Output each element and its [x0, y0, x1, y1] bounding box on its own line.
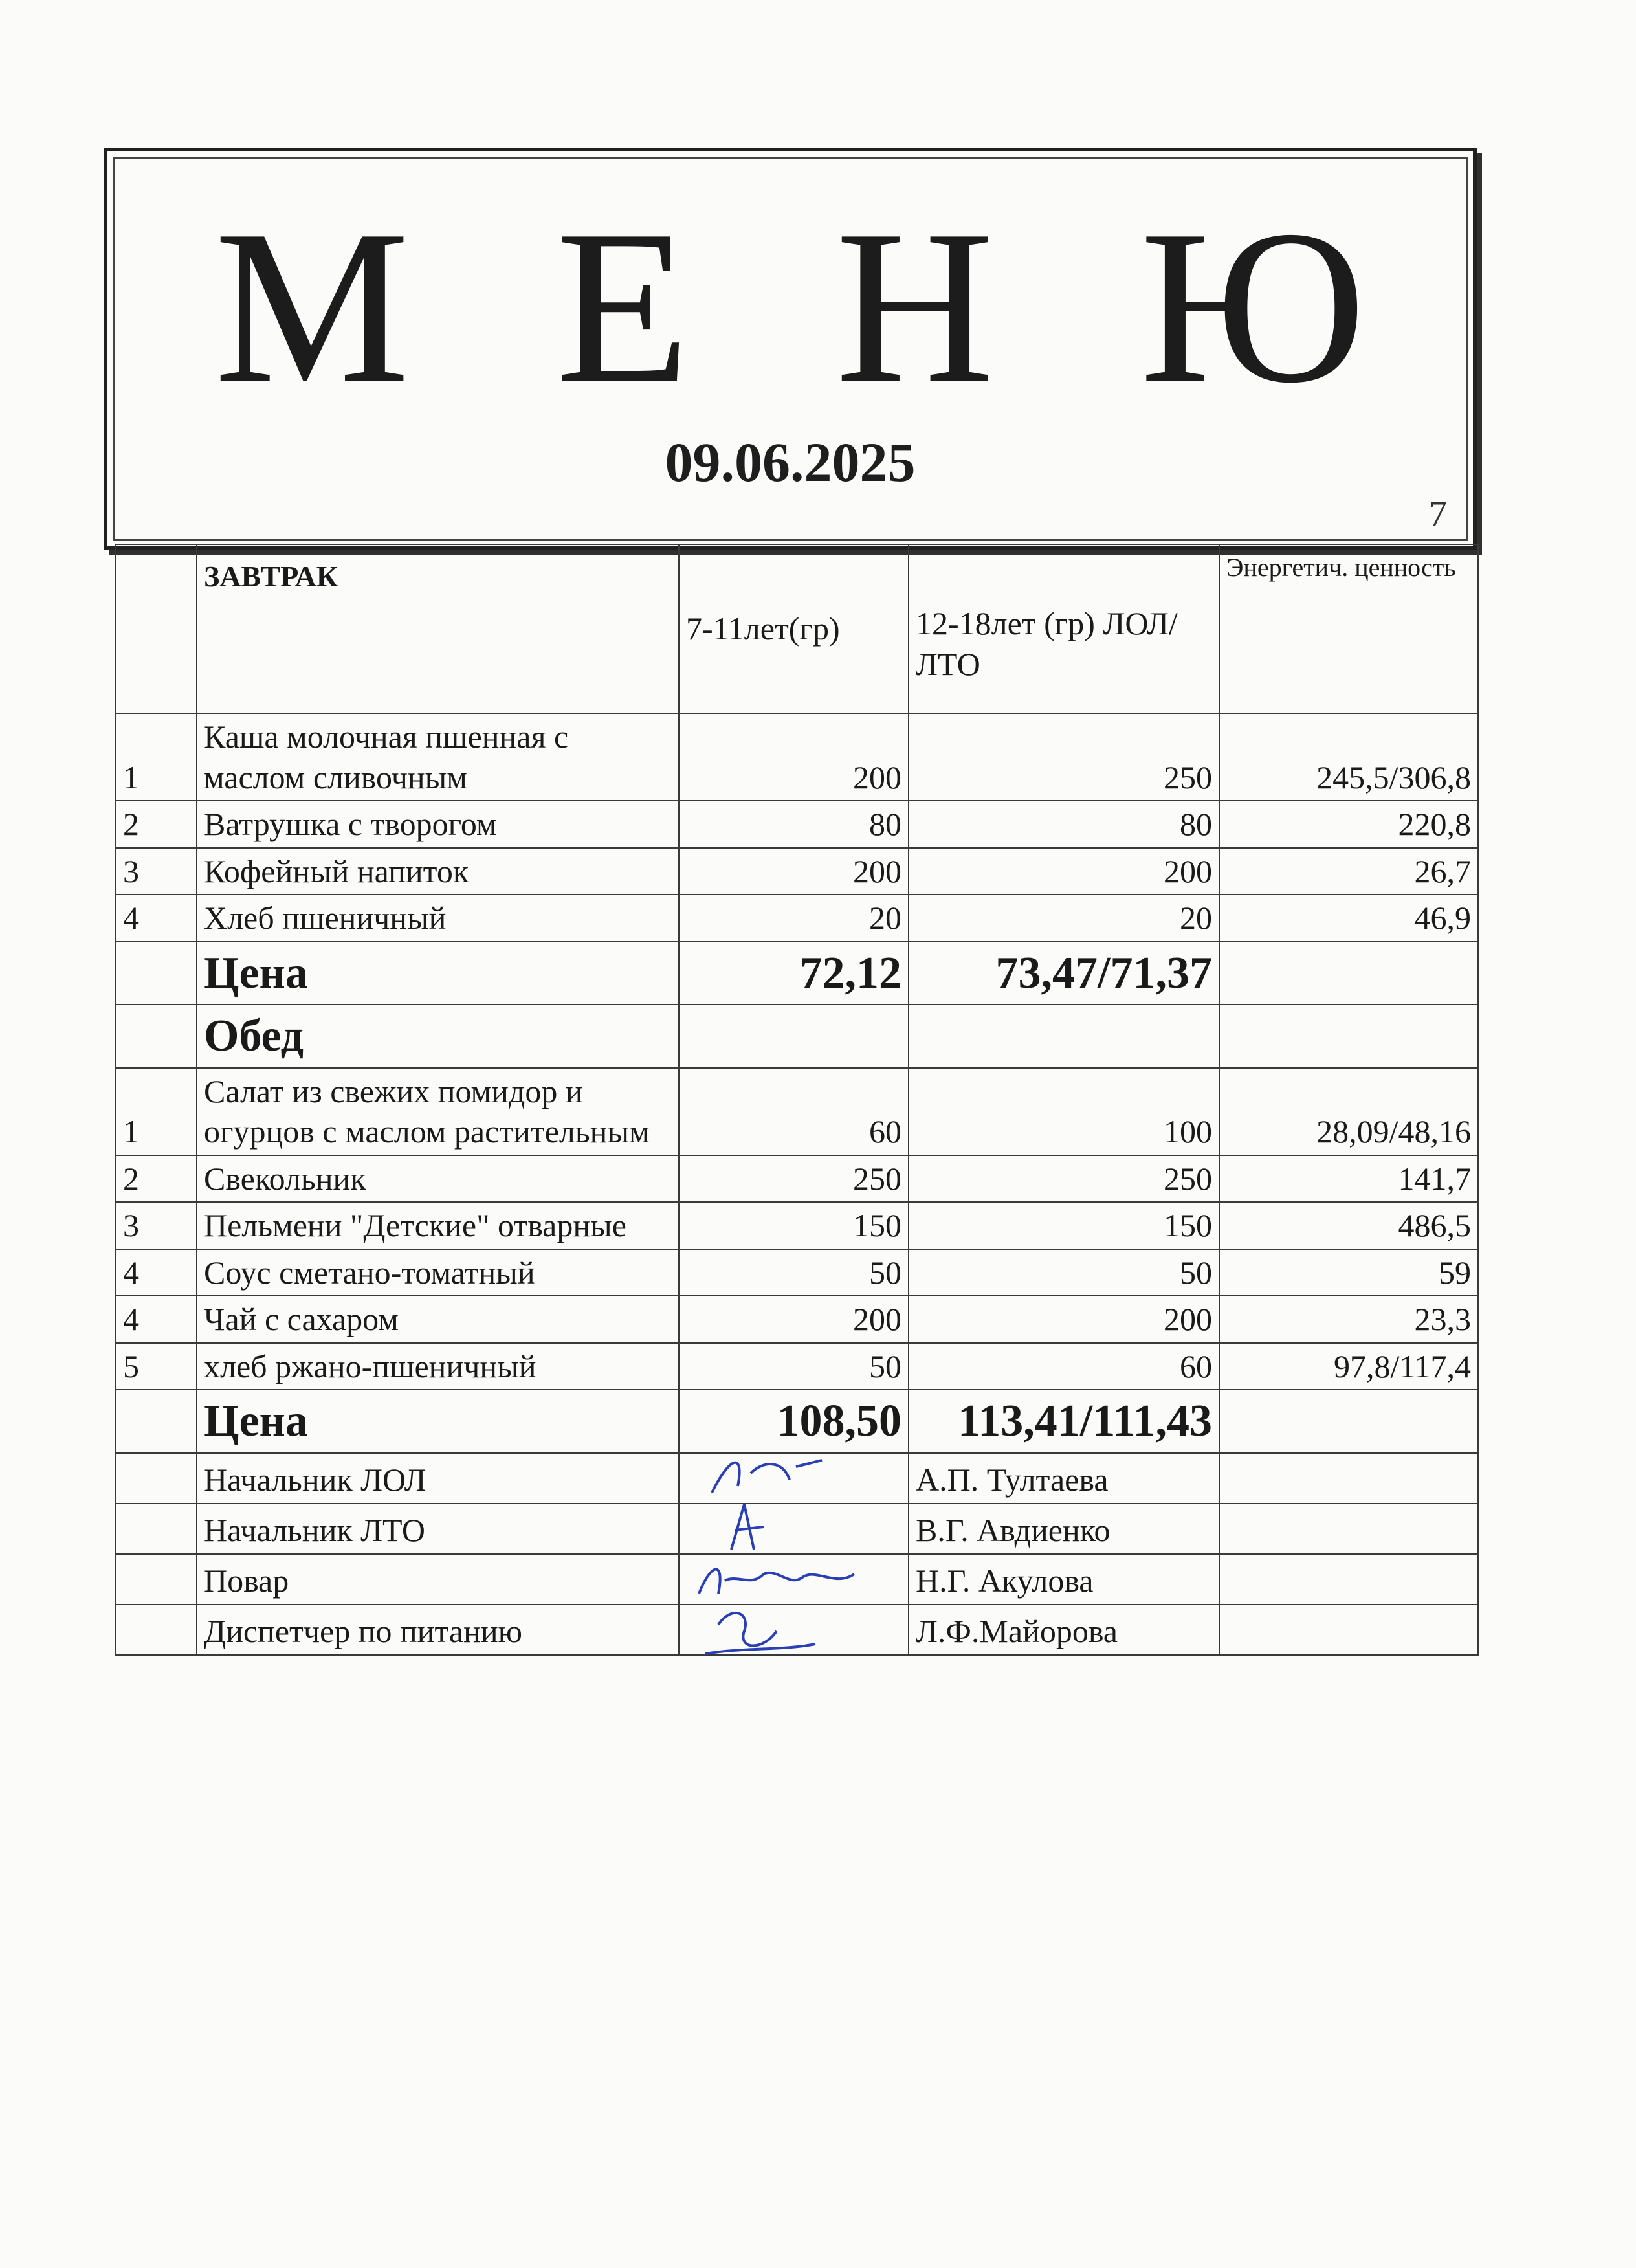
signer-role: Повар — [197, 1554, 679, 1605]
empty-cell — [116, 1605, 197, 1655]
table-row — [116, 1155, 1478, 1203]
table-row — [116, 1343, 1478, 1390]
table-row — [116, 1249, 1478, 1296]
page-number: 7 — [1429, 494, 1447, 534]
empty-cell — [1219, 1504, 1478, 1554]
title-box — [104, 148, 1477, 550]
portion-12-18: 250 — [909, 713, 1219, 801]
energy-value: 220,8 — [1219, 801, 1478, 848]
row-num: 4 — [116, 895, 197, 942]
row-num: 1 — [116, 713, 197, 801]
signature-row — [116, 1554, 1478, 1605]
price-label: Цена — [197, 1390, 679, 1453]
row-num: 2 — [116, 801, 197, 848]
empty-cell — [1219, 1605, 1478, 1655]
energy-value: 97,8/117,4 — [1219, 1343, 1478, 1390]
portion-7-11: 200 — [679, 713, 909, 801]
table-row — [116, 713, 1478, 801]
price-12-18: 73,47/71,37 — [909, 942, 1219, 1005]
signer-role: Начальник ЛОЛ — [197, 1453, 679, 1504]
portion-12-18: 50 — [909, 1249, 1219, 1296]
signature-mark — [692, 1498, 887, 1556]
price-7-11: 72,12 — [679, 942, 909, 1005]
signature-mark — [692, 1447, 887, 1506]
dish-name: Свекольник — [197, 1155, 679, 1203]
portion-12-18: 100 — [909, 1068, 1219, 1155]
row-num: 3 — [116, 848, 197, 895]
energy-value: 245,5/306,8 — [1219, 713, 1478, 801]
header-num-cell — [116, 544, 197, 713]
energy-value: 26,7 — [1219, 848, 1478, 895]
portion-12-18: 200 — [909, 848, 1219, 895]
empty-cell — [1219, 1453, 1478, 1504]
empty-cell — [116, 1504, 197, 1554]
empty-cell — [116, 1453, 197, 1504]
row-num: 1 — [116, 1068, 197, 1155]
dish-name: Каша молочная пшенная с маслом сливочным — [197, 713, 679, 801]
handwritten-signature — [679, 1453, 909, 1504]
row-num: 2 — [116, 1155, 197, 1203]
portion-12-18: 80 — [909, 801, 1219, 848]
table-row — [116, 895, 1478, 942]
handwritten-signature — [679, 1554, 909, 1605]
empty-cell — [116, 942, 197, 1005]
empty-cell — [909, 1005, 1219, 1068]
signer-role: Диспетчер по питанию — [197, 1605, 679, 1655]
dish-name: Хлеб пшеничный — [197, 895, 679, 942]
portion-12-18: 60 — [909, 1343, 1219, 1390]
portion-7-11: 50 — [679, 1249, 909, 1296]
price-label: Цена — [197, 942, 679, 1005]
portion-12-18: 250 — [909, 1155, 1219, 1203]
dish-name: Салат из свежих помидор и огурцов с маслом растительным — [197, 1068, 679, 1155]
signer-name: В.Г. Авдиенко — [909, 1504, 1219, 1554]
empty-cell — [116, 1005, 197, 1068]
row-num: 3 — [116, 1202, 197, 1249]
menu-table — [115, 544, 1479, 1656]
table-row — [116, 801, 1478, 848]
portion-7-11: 200 — [679, 848, 909, 895]
empty-cell — [1219, 942, 1478, 1005]
dish-name: хлеб ржано-пшеничный — [197, 1343, 679, 1390]
row-num: 4 — [116, 1249, 197, 1296]
header-age-7-11: 7-11лет(гр) — [679, 544, 909, 713]
lunch-header-row — [116, 1005, 1478, 1068]
signature-row — [116, 1504, 1478, 1554]
portion-12-18: 200 — [909, 1296, 1219, 1343]
dish-name: Кофейный напиток — [197, 848, 679, 895]
energy-value: 23,3 — [1219, 1296, 1478, 1343]
portion-7-11: 150 — [679, 1202, 909, 1249]
row-num: 5 — [116, 1343, 197, 1390]
lunch-price-row — [116, 1390, 1478, 1453]
menu-date: 09.06.2025 — [665, 431, 916, 493]
empty-cell — [1219, 1554, 1478, 1605]
table-header-row — [116, 544, 1478, 713]
signer-name: Н.Г. Акулова — [909, 1554, 1219, 1605]
energy-value: 46,9 — [1219, 895, 1478, 942]
portion-7-11: 60 — [679, 1068, 909, 1155]
signer-name: А.П. Тултаева — [909, 1453, 1219, 1504]
portion-7-11: 50 — [679, 1343, 909, 1390]
handwritten-signature — [679, 1605, 909, 1655]
signer-name: Л.Ф.Майорова — [909, 1605, 1219, 1655]
energy-value: 59 — [1219, 1249, 1478, 1296]
signature-row — [116, 1605, 1478, 1655]
signature-row — [116, 1453, 1478, 1504]
table-row — [116, 848, 1478, 895]
empty-cell — [116, 1554, 197, 1605]
table-row — [116, 1068, 1478, 1155]
dish-name: Пельмени "Детские" отварные — [197, 1202, 679, 1249]
portion-12-18: 20 — [909, 895, 1219, 942]
empty-cell — [1219, 1390, 1478, 1453]
handwritten-signature — [679, 1504, 909, 1554]
row-num: 4 — [116, 1296, 197, 1343]
breakfast-price-row — [116, 942, 1478, 1005]
portion-7-11: 80 — [679, 801, 909, 848]
portion-7-11: 200 — [679, 1296, 909, 1343]
dish-name: Соус сметано-томатный — [197, 1249, 679, 1296]
dish-name: Ватрушка с творогом — [197, 801, 679, 848]
dish-name: Чай с сахаром — [197, 1296, 679, 1343]
lunch-label: Обед — [197, 1005, 679, 1068]
energy-value: 141,7 — [1219, 1155, 1478, 1203]
header-energy: Энергетич. ценность — [1219, 544, 1478, 713]
portion-7-11: 250 — [679, 1155, 909, 1203]
empty-cell — [679, 1005, 909, 1068]
header-breakfast: ЗАВТРАК — [197, 544, 679, 713]
portion-7-11: 20 — [679, 895, 909, 942]
portion-12-18: 150 — [909, 1202, 1219, 1249]
table-row — [116, 1202, 1478, 1249]
price-12-18: 113,41/111,43 — [909, 1390, 1219, 1453]
header-age-12-18: 12-18лет (гр) ЛОЛ/ЛТО — [909, 544, 1219, 713]
signer-role: Начальник ЛТО — [197, 1504, 679, 1554]
page-title: М Е Н Ю — [214, 184, 1411, 428]
empty-cell — [116, 1390, 197, 1453]
signature-mark — [692, 1548, 887, 1606]
empty-cell — [1219, 1005, 1478, 1068]
table-row — [116, 1296, 1478, 1343]
energy-value: 28,09/48,16 — [1219, 1068, 1478, 1155]
signature-mark — [692, 1599, 887, 1657]
energy-value: 486,5 — [1219, 1202, 1478, 1249]
price-7-11: 108,50 — [679, 1390, 909, 1453]
